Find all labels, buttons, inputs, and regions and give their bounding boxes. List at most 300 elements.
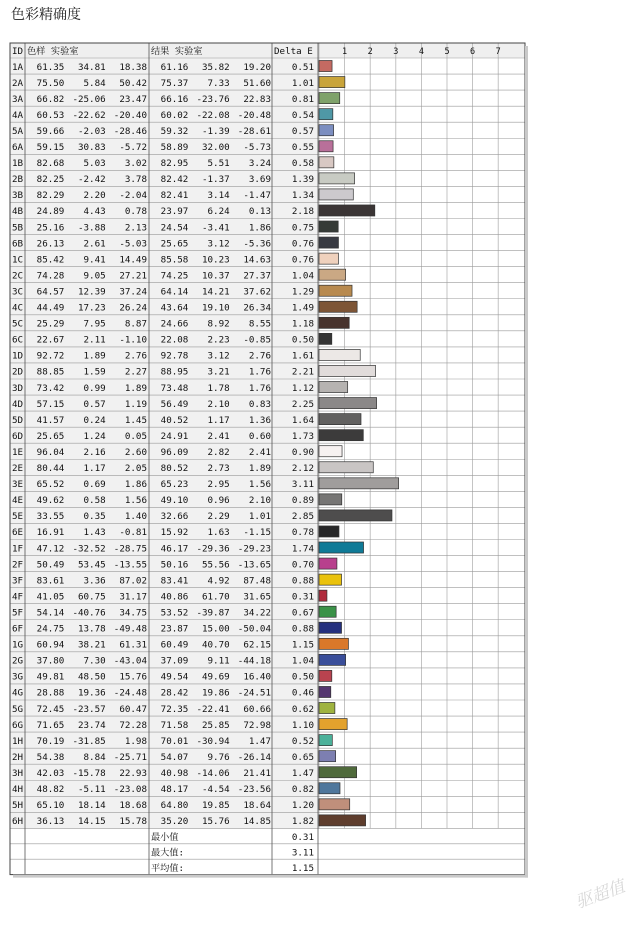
delta-e-bar	[319, 590, 327, 601]
delta-e-value: 1.61	[291, 350, 314, 362]
delta-e-value: 3.11	[291, 479, 314, 491]
sample-lab-value: 65.10	[36, 800, 65, 812]
sample-lab-value: -43.04	[113, 655, 147, 667]
sample-lab-value: 66.82	[36, 93, 65, 105]
delta-e-bar	[319, 542, 364, 553]
sample-lab-value: 60.75	[77, 591, 106, 603]
result-lab-value: 8.55	[248, 318, 271, 330]
sample-lab-value: 26.13	[36, 238, 65, 250]
delta-e-bar	[319, 446, 342, 457]
row-id: 1G	[12, 639, 24, 651]
result-lab-value: 7.33	[207, 77, 230, 89]
delta-e-bar	[319, 382, 348, 393]
result-lab-value: 1.56	[248, 479, 271, 491]
result-lab-value: 2.41	[207, 430, 230, 442]
row-id: 2E	[12, 463, 24, 474]
result-lab-value: 55.56	[201, 559, 230, 571]
result-lab-value: 3.69	[248, 174, 271, 186]
result-lab-value: -30.94	[196, 735, 230, 747]
result-lab-value: 61.16	[160, 61, 189, 73]
row-id: 3D	[12, 382, 24, 394]
delta-e-bar	[319, 365, 376, 376]
sample-lab-value: 85.42	[36, 254, 65, 266]
row-id: 4D	[12, 398, 24, 410]
sample-lab-value: 5.84	[83, 77, 106, 89]
delta-e-bar	[319, 719, 347, 730]
result-lab-value: 10.37	[201, 270, 230, 282]
delta-e-bar	[319, 622, 342, 633]
sample-lab-value: 0.69	[83, 479, 106, 491]
sample-lab-value: 60.47	[119, 703, 147, 715]
sample-lab-value: 82.25	[36, 174, 65, 186]
result-lab-value: 34.22	[243, 607, 271, 619]
row-id: 6B	[12, 238, 24, 250]
row-id: 2H	[12, 751, 24, 763]
row-id: 1F	[12, 543, 24, 555]
delta-e-bar	[319, 783, 340, 794]
sample-lab-value: 14.15	[77, 816, 106, 828]
sample-lab-value: 48.50	[77, 671, 106, 683]
result-lab-value: -1.39	[201, 125, 230, 137]
sample-lab-value: 7.30	[83, 655, 106, 667]
result-lab-value: 2.29	[207, 511, 230, 523]
result-lab-value: 1.89	[248, 463, 271, 474]
sample-lab-value: 24.75	[36, 623, 65, 635]
x-tick-label: 6	[470, 47, 476, 57]
sample-lab-value: 28.88	[36, 687, 65, 699]
result-lab-value: 2.95	[207, 479, 230, 491]
row-id: 3H	[12, 767, 24, 779]
sample-lab-value: 36.13	[36, 816, 65, 828]
result-lab-value: 8.92	[207, 318, 230, 330]
sample-lab-value: 9.41	[83, 254, 106, 266]
sample-lab-value: 96.04	[36, 446, 65, 458]
result-lab-value: 60.02	[160, 109, 189, 121]
result-lab-value: 74.25	[160, 270, 189, 282]
x-tick-label: 1	[342, 47, 348, 57]
delta-e-bar	[319, 574, 342, 585]
sample-lab-value: 30.83	[77, 142, 106, 153]
result-lab-value: 82.95	[160, 158, 189, 170]
sample-lab-value: 37.80	[36, 655, 65, 667]
sample-lab-value: 0.57	[83, 398, 106, 410]
result-lab-value: 3.12	[207, 350, 230, 362]
sample-lab-value: 13.78	[77, 623, 106, 635]
delta-e-bar	[319, 61, 332, 72]
delta-e-value: 0.57	[291, 125, 314, 137]
row-id: 2C	[12, 270, 24, 282]
sample-lab-value: -49.48	[113, 623, 147, 635]
sample-lab-value: 0.78	[124, 206, 147, 218]
result-lab-value: 0.60	[248, 430, 271, 442]
delta-e-value: 0.65	[291, 751, 314, 763]
delta-e-bar	[319, 670, 332, 681]
delta-e-value: 1.15	[291, 639, 314, 651]
result-lab-value: 9.11	[207, 655, 230, 667]
delta-e-value: 0.51	[291, 61, 314, 73]
result-lab-value: 3.14	[207, 190, 230, 202]
result-lab-value: 32.00	[201, 142, 230, 153]
sample-lab-value: 1.98	[124, 735, 147, 747]
result-lab-value: 18.64	[243, 800, 271, 812]
result-lab-value: -5.73	[243, 142, 271, 153]
row-id: 4G	[12, 687, 24, 699]
sample-lab-value: 80.44	[36, 463, 65, 474]
delta-e-bar	[319, 285, 352, 296]
result-lab-value: 48.17	[160, 784, 189, 795]
delta-e-value: 1.01	[291, 77, 314, 89]
row-id: 5G	[12, 703, 24, 715]
result-lab-value: 25.65	[160, 238, 189, 250]
sample-lab-value: 41.05	[36, 591, 65, 603]
delta-e-value: 1.39	[291, 174, 314, 186]
delta-e-bar	[319, 189, 353, 200]
delta-e-bar	[319, 333, 332, 344]
delta-e-value: 0.76	[291, 238, 314, 250]
result-lab-value: 49.54	[160, 671, 189, 683]
sample-lab-value: 0.35	[83, 511, 106, 523]
sample-lab-value: 72.28	[119, 719, 147, 731]
result-lab-value: 66.16	[160, 93, 189, 105]
sample-lab-value: 23.74	[77, 719, 106, 731]
result-lab-value: 2.10	[207, 398, 230, 410]
delta-e-value: 1.04	[291, 270, 314, 282]
delta-e-value: 0.78	[291, 527, 314, 539]
delta-e-value: 0.81	[291, 93, 314, 105]
avg-label: 平均值:	[151, 862, 185, 874]
sample-lab-value: 0.99	[83, 382, 106, 394]
sample-lab-value: 75.50	[36, 77, 65, 89]
result-lab-value: 28.42	[160, 687, 189, 699]
delta-e-value: 1.34	[291, 190, 314, 202]
sample-lab-value: 1.86	[124, 479, 147, 491]
sample-lab-value: -25.71	[113, 751, 147, 763]
result-lab-value: -39.87	[196, 607, 230, 619]
sample-lab-value: -28.46	[113, 125, 147, 137]
row-id: 4H	[12, 784, 24, 795]
result-lab-value: 19.20	[243, 61, 271, 73]
result-lab-value: 15.76	[201, 816, 230, 828]
sample-lab-value: 31.17	[119, 591, 147, 603]
sample-lab-value: -28.75	[113, 543, 147, 555]
result-lab-value: 1.86	[248, 222, 271, 234]
result-lab-value: 24.91	[160, 430, 189, 442]
result-lab-value: 43.64	[160, 302, 189, 314]
sample-lab-value: 8.84	[83, 751, 106, 763]
sample-lab-value: 3.02	[124, 158, 147, 170]
row-id: 2B	[12, 174, 24, 186]
result-lab-value: 40.52	[160, 414, 189, 426]
sample-lab-value: 34.81	[77, 61, 106, 73]
result-lab-value: 60.66	[243, 703, 271, 715]
result-lab-value: -4.54	[201, 784, 230, 795]
result-lab-value: 24.66	[160, 318, 189, 330]
result-lab-value: 59.32	[160, 125, 189, 137]
sample-lab-value: 53.45	[77, 559, 106, 571]
row-id: 1E	[12, 446, 24, 458]
sample-lab-value: 87.02	[119, 575, 147, 587]
sample-lab-value: 50.49	[36, 559, 65, 571]
result-lab-value: -22.08	[196, 109, 230, 121]
sample-lab-value: 61.31	[119, 639, 147, 651]
row-id: 6F	[12, 623, 24, 635]
result-lab-value: 51.60	[243, 77, 271, 89]
result-lab-value: 88.95	[160, 366, 189, 378]
sample-lab-value: 3.36	[83, 575, 106, 587]
row-id: 5C	[12, 318, 24, 330]
x-tick-label: 4	[418, 47, 424, 57]
result-lab-value: 31.65	[243, 591, 271, 603]
min-label: 最小值	[151, 832, 179, 843]
delta-e-bar	[319, 703, 335, 714]
result-lab-value: 61.70	[201, 591, 230, 603]
delta-e-value: 0.55	[291, 142, 314, 153]
header-sample: 色样 实验室	[27, 46, 79, 57]
sample-lab-value: -20.40	[113, 109, 147, 121]
min-value: 0.31	[291, 832, 314, 843]
result-lab-value: 37.62	[243, 286, 271, 298]
delta-e-bar	[319, 253, 338, 264]
max-value: 3.11	[291, 847, 314, 859]
result-lab-value: 15.00	[201, 623, 230, 635]
row-id: 4C	[12, 302, 24, 314]
sample-lab-value: 72.45	[36, 703, 65, 715]
sample-lab-value: 74.28	[36, 270, 65, 282]
sample-lab-value: 2.20	[83, 190, 106, 202]
result-lab-value: 4.92	[207, 575, 230, 587]
sample-lab-value: 37.24	[119, 286, 147, 298]
delta-e-bar	[319, 430, 363, 441]
result-lab-value: 60.49	[160, 639, 189, 651]
delta-e-value: 0.50	[291, 671, 314, 683]
result-lab-value: -22.41	[196, 703, 230, 715]
result-lab-value: 37.09	[160, 655, 189, 667]
result-lab-value: 35.82	[201, 61, 230, 73]
result-lab-value: -44.18	[237, 655, 271, 667]
result-lab-value: -26.14	[237, 751, 271, 763]
sample-lab-value: -0.81	[119, 527, 147, 539]
result-lab-value: 2.23	[207, 334, 230, 346]
delta-e-value: 1.64	[291, 414, 314, 426]
row-id: 1B	[12, 158, 24, 170]
result-lab-value: 64.80	[160, 800, 189, 812]
delta-e-bar	[319, 93, 340, 104]
row-id: 1H	[12, 735, 24, 747]
row-id: 6C	[12, 334, 24, 346]
header-id: ID	[12, 46, 24, 57]
delta-e-bar	[319, 317, 349, 328]
result-lab-value: 49.10	[160, 495, 189, 507]
page-title: 色彩精确度	[11, 7, 81, 23]
sample-lab-value: 26.24	[119, 302, 147, 314]
result-lab-value: -5.36	[243, 238, 271, 250]
sample-lab-value: 60.53	[36, 109, 65, 121]
result-lab-value: 2.10	[248, 495, 271, 507]
result-lab-value: 40.70	[201, 639, 230, 651]
sample-lab-value: 54.38	[36, 751, 65, 763]
delta-e-value: 1.74	[291, 543, 314, 555]
sample-lab-value: 92.72	[36, 350, 65, 362]
row-id: 4A	[12, 109, 24, 121]
result-lab-value: 72.98	[243, 719, 271, 731]
sample-lab-value: -5.72	[119, 142, 147, 153]
sample-lab-value: -40.76	[72, 607, 106, 619]
sample-lab-value: 1.17	[83, 463, 106, 474]
result-lab-value: 87.48	[243, 575, 271, 587]
delta-e-value: 0.46	[291, 687, 314, 699]
sample-lab-value: 1.45	[124, 414, 147, 426]
sample-lab-value: 64.57	[36, 286, 65, 298]
delta-e-value: 0.88	[291, 623, 314, 635]
sample-lab-value: 82.68	[36, 158, 65, 170]
delta-e-value: 0.62	[291, 703, 314, 715]
delta-e-bar	[319, 815, 366, 826]
result-lab-value: -28.61	[237, 125, 271, 137]
row-id: 4F	[12, 591, 24, 603]
row-id: 5E	[12, 511, 24, 523]
sample-lab-value: 23.47	[119, 93, 147, 105]
sample-lab-value: 33.55	[36, 511, 65, 523]
table-shadow	[525, 46, 528, 878]
sample-lab-value: 41.57	[36, 414, 65, 426]
result-lab-value: 26.34	[243, 302, 271, 314]
sample-lab-value: 25.16	[36, 222, 65, 234]
sample-lab-value: 14.49	[119, 254, 147, 266]
watermark: 驱超值	[572, 876, 628, 913]
delta-e-value: 1.73	[291, 430, 314, 442]
sample-lab-value: 60.94	[36, 639, 65, 651]
sample-lab-value: 70.19	[36, 735, 65, 747]
row-id: 6D	[12, 430, 24, 442]
sample-lab-value: -23.57	[72, 703, 106, 715]
sample-lab-value: 1.19	[124, 398, 147, 410]
result-lab-value: -29.23	[237, 543, 271, 555]
sample-lab-value: 42.03	[36, 767, 65, 779]
sample-lab-value: 44.49	[36, 302, 65, 314]
result-lab-value: 2.41	[248, 446, 271, 458]
sample-lab-value: 49.81	[36, 671, 65, 683]
delta-e-value: 2.25	[291, 398, 314, 410]
result-lab-value: 23.87	[160, 623, 189, 635]
sample-lab-value: -1.10	[119, 334, 147, 346]
sample-lab-value: 22.93	[119, 767, 147, 779]
sample-lab-value: 18.14	[77, 800, 106, 812]
sample-lab-value: 47.12	[36, 543, 65, 555]
sample-lab-value: 0.58	[83, 495, 106, 507]
sample-lab-value: 3.78	[124, 174, 147, 186]
sample-lab-value: 1.59	[83, 366, 106, 378]
result-lab-value: 23.97	[160, 206, 189, 218]
sample-lab-value: 1.40	[124, 511, 147, 523]
sample-lab-value: 25.29	[36, 318, 65, 330]
delta-e-value: 0.54	[291, 109, 314, 121]
sample-lab-value: 18.38	[119, 61, 147, 73]
sample-lab-value: -2.04	[119, 190, 147, 202]
result-lab-value: 2.73	[207, 463, 230, 474]
sample-lab-value: 65.52	[36, 479, 65, 491]
sample-lab-value: 1.56	[124, 495, 147, 507]
delta-e-bar	[319, 173, 355, 184]
result-lab-value: 56.49	[160, 398, 189, 410]
sample-lab-value: 59.15	[36, 142, 65, 153]
row-id: 2D	[12, 366, 24, 378]
delta-e-bar	[319, 414, 361, 425]
sample-lab-value: 16.91	[36, 527, 65, 539]
sample-lab-value: 1.89	[124, 382, 147, 394]
row-id: 3E	[12, 479, 24, 491]
result-lab-value: 62.15	[243, 639, 271, 651]
result-lab-value: -23.56	[237, 784, 271, 795]
sample-lab-value: 2.27	[124, 366, 147, 378]
delta-e-value: 2.18	[291, 206, 314, 218]
delta-e-value: 1.10	[291, 719, 314, 731]
delta-e-value: 0.90	[291, 446, 314, 458]
sample-lab-value: 2.16	[83, 446, 106, 458]
delta-e-bar	[319, 478, 399, 489]
table-shadow	[13, 875, 528, 878]
row-id: 1D	[12, 350, 24, 362]
sample-lab-value: 1.24	[83, 430, 106, 442]
delta-e-value: 0.52	[291, 735, 314, 747]
result-lab-value: 24.54	[160, 222, 189, 234]
result-lab-value: 16.40	[243, 671, 271, 683]
result-lab-value: 1.01	[248, 511, 271, 523]
result-lab-value: 1.63	[207, 527, 230, 539]
delta-e-bar	[319, 109, 333, 120]
result-lab-value: 14.21	[201, 286, 230, 298]
delta-e-value: 1.49	[291, 302, 314, 314]
result-lab-value: 27.37	[243, 270, 271, 282]
result-lab-value: 10.23	[201, 254, 230, 266]
result-lab-value: 80.52	[160, 463, 189, 474]
row-id: 3F	[12, 575, 24, 587]
sample-lab-value: 2.13	[124, 222, 147, 234]
sample-lab-value: 0.05	[124, 430, 147, 442]
result-lab-value: 96.09	[160, 446, 189, 458]
result-lab-value: 82.41	[160, 190, 189, 202]
row-id: 6A	[12, 142, 24, 153]
result-lab-value: 19.86	[201, 687, 230, 699]
sample-lab-value: 54.14	[36, 607, 65, 619]
delta-e-bar	[319, 558, 337, 569]
result-lab-value: 40.86	[160, 591, 189, 603]
avg-value: 1.15	[291, 862, 314, 874]
sample-lab-value: -15.78	[72, 767, 106, 779]
sample-lab-value: 2.61	[83, 238, 106, 250]
delta-e-value: 1.12	[291, 382, 314, 394]
sample-lab-value: 27.21	[119, 270, 147, 282]
delta-e-value: 1.20	[291, 800, 314, 812]
result-lab-value: 92.78	[160, 350, 189, 362]
row-id: 5H	[12, 800, 24, 812]
result-lab-value: -50.04	[237, 623, 271, 635]
row-id: 2G	[12, 655, 24, 667]
result-lab-value: 72.35	[160, 703, 189, 715]
row-id: 6G	[12, 719, 24, 731]
max-label: 最大值:	[151, 847, 185, 859]
result-lab-value: 1.47	[248, 735, 271, 747]
delta-e-value: 1.47	[291, 767, 314, 779]
result-lab-value: 53.52	[160, 607, 189, 619]
result-lab-value: 1.76	[248, 366, 271, 378]
delta-e-value: 0.31	[291, 591, 314, 603]
result-lab-value: 22.08	[160, 334, 189, 346]
sample-lab-value: 0.24	[83, 414, 106, 426]
delta-e-value: 2.85	[291, 511, 314, 523]
sample-lab-value: 8.87	[124, 318, 147, 330]
x-tick-label: 7	[495, 47, 501, 57]
delta-e-bar	[319, 526, 339, 537]
